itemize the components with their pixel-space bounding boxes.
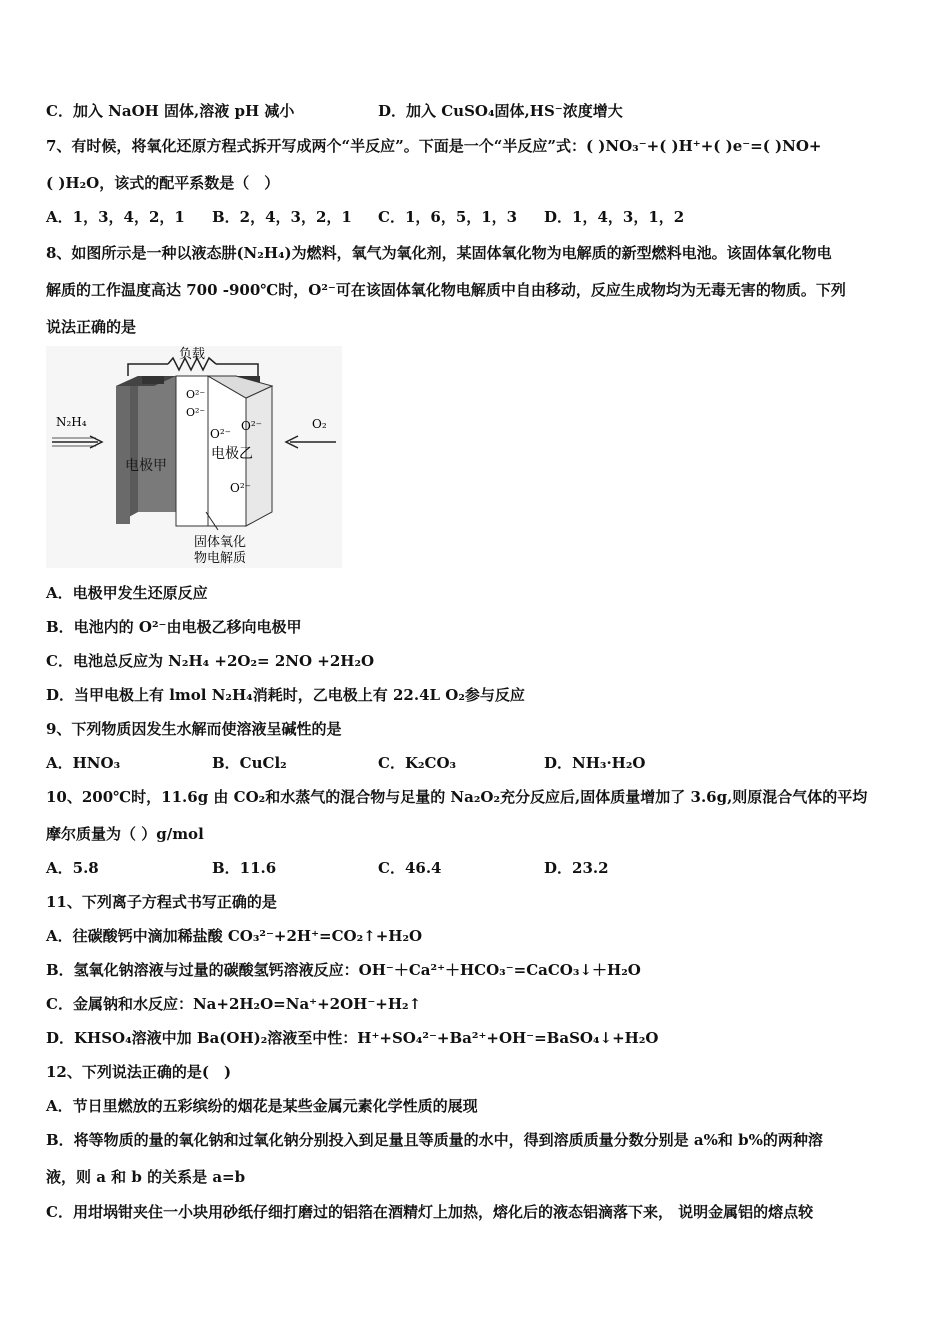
q8-option-d: D．当甲电极上有 lmol N₂H₄消耗时，乙电极上有 22.4L O₂参与反应 xyxy=(46,686,525,704)
q7-option-b: B．2，4，3，2，1 xyxy=(212,208,352,226)
oxidant-label: O₂ xyxy=(312,417,327,431)
q10-stem-line1: 10、200℃时，11.6g 由 CO₂和水蒸气的混合物与足量的 Na₂O₂充分反应后,固体质量增加了 3.6g,则原混合气体的平均 xyxy=(46,788,868,806)
q11-option-d: D．KHSO₄溶液中加 Ba(OH)₂溶液至中性：H⁺+SO₄²⁻+Ba²⁺+OH⁻=BaSO₄↓+H₂O xyxy=(46,1029,659,1047)
electrode-a-label: 电极甲 xyxy=(125,458,167,474)
q8-stem-line3: 说法正确的是 xyxy=(46,318,137,336)
q11-option-a: A．往碳酸钙中滴加稀盐酸 CO₃²⁻+2H⁺=CO₂↑+H₂O xyxy=(46,927,423,945)
q9-option-c: C．K₂CO₃ xyxy=(378,754,457,772)
ion-label-5: O²⁻ xyxy=(230,481,251,495)
q8-stem-line1: 8、如图所示是一种以液态肼(N₂H₄)为燃料，氧气为氧化剂，某固体氧化物为电解质的新型燃料电池。该固体氧化物电 xyxy=(46,244,832,262)
q12-stem: 12、下列说法正确的是( ) xyxy=(46,1063,232,1081)
q9-stem: 9、下列物质因发生水解而使溶液呈碱性的是 xyxy=(46,720,342,738)
q8-stem-line2: 解质的工作温度高达 700 -900℃时，O²⁻可在该固体氧化物电解质中自由移动，反应生成物均为无毒无害的物质。下列 xyxy=(46,281,846,299)
q12-option-a: A．节日里燃放的五彩缤纷的烟花是某些金属元素化学性质的展现 xyxy=(46,1097,478,1115)
q11-stem: 11、下列离子方程式书写正确的是 xyxy=(46,893,277,911)
q11-option-c: C．金属钠和水反应：Na+2H₂O=Na⁺+2OH⁻+H₂↑ xyxy=(46,995,422,1013)
q12-option-b-line1: B．将等物质的量的氧化钠和过氧化钠分别投入到足量且等质量的水中，得到溶质质量分数分别是 a%和 b%的两种溶 xyxy=(46,1131,823,1149)
q9-option-b: B．CuCl₂ xyxy=(212,754,287,772)
fuel-cell-diagram xyxy=(46,346,342,568)
q10-option-a: A．5.8 xyxy=(46,859,99,877)
ion-label-3: O²⁻ xyxy=(210,427,231,441)
electrolyte-label-1: 固体氧化 xyxy=(193,535,247,550)
ion-label-1: O²⁻ xyxy=(186,388,206,401)
q11-option-b: B．氢氧化钠溶液与过量的碳酸氢钙溶液反应：OH⁻＋Ca²⁺＋HCO₃⁻=CaCO₃↓＋H₂O xyxy=(46,961,641,979)
electrolyte-label-2: 物电解质 xyxy=(193,551,247,566)
q7-stem-line1: 7、有时候，将氧化还原方程式拆开写成两个“半反应”。下面是一个“半反应”式：( )NO₃⁻+( )H⁺+( )e⁻=( )NO+ xyxy=(46,137,822,155)
q6-option-c: C．加入 NaOH 固体,溶液 pH 减小 xyxy=(46,102,295,120)
q10-option-b: B．11.6 xyxy=(212,859,277,877)
q6-option-d: D．加入 CuSO₄固体,HS⁻浓度增大 xyxy=(378,102,623,120)
q9-option-a: A．HNO₃ xyxy=(46,754,121,772)
ion-label-4: O²⁻ xyxy=(241,419,262,433)
q8-option-b: B．电池内的 O²⁻由电极乙移向电极甲 xyxy=(46,618,302,636)
q8-option-a: A．电极甲发生还原反应 xyxy=(46,584,208,602)
q7-option-d: D．1，4，3，1，2 xyxy=(544,208,685,226)
q7-option-a: A．1，3，4，2，1 xyxy=(46,208,185,226)
q7-stem-line2: ( )H₂O，该式的配平系数是（ ） xyxy=(46,174,280,192)
q9-option-d: D．NH₃·H₂O xyxy=(544,754,646,772)
q7-option-c: C．1，6，5，1，3 xyxy=(378,208,518,226)
ion-label-2: O²⁻ xyxy=(186,406,206,419)
q8-option-c: C．电池总反应为 N₂H₄ +2O₂= 2NO +2H₂O xyxy=(46,652,375,670)
q10-stem-line2: 摩尔质量为（ ）g/mol xyxy=(46,825,204,843)
electrode-b-label: 电极乙 xyxy=(211,446,253,462)
q10-option-c: C．46.4 xyxy=(378,859,442,877)
q12-option-c-line1: C．用坩埚钳夹住一小块用砂纸仔细打磨过的铝箔在酒精灯上加热，熔化后的液态铝滴落下来， 说明金属铝的熔点较 xyxy=(46,1203,814,1221)
q10-option-d: D．23.2 xyxy=(544,859,609,877)
load-label: 负载 xyxy=(178,347,206,362)
q12-option-b-line2: 液，则 a 和 b 的关系是 a=b xyxy=(46,1168,246,1186)
fuel-label: N₂H₄ xyxy=(56,415,87,429)
